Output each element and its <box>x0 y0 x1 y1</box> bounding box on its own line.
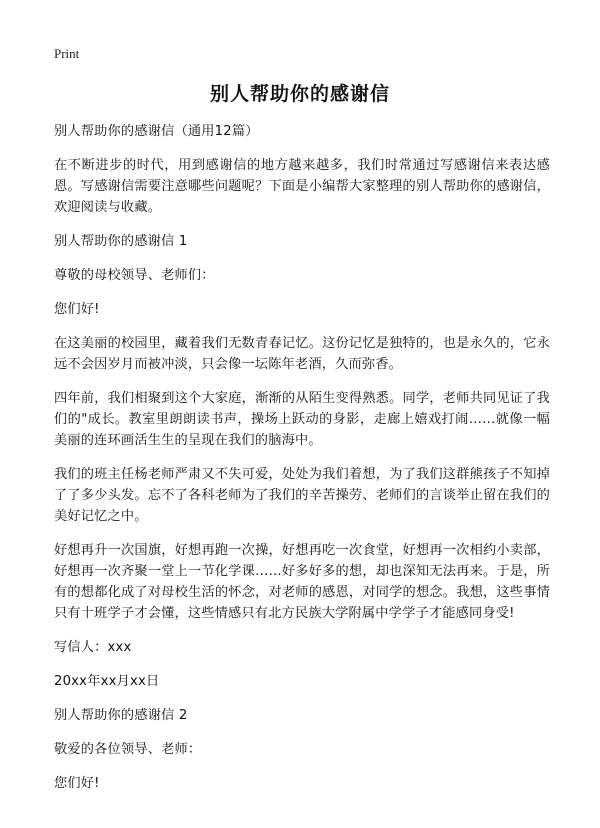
body-paragraph: 四年前，我们相聚到这个大家庭，渐渐的从陌生变得熟悉。同学，老师共同见证了我们的"成长。教室里朗朗读书声，操场上跃动的身影，走廊上嬉戏打闹……就像一幅美丽的连环画活生生的呈现在我们的脑海中。 <box>54 391 550 448</box>
letter-2-salutation: 敬爱的各位领导、老师： <box>54 742 202 757</box>
letter-1-signer: 写信人：xxx <box>54 640 132 655</box>
letter-body <box>54 121 550 807</box>
intro-paragraph: 在不断进步的时代，用到感谢信的地方越来越多，我们时常通过写感谢信来表达感恩。写感谢信需要注意哪些问题呢？下面是小编帮大家整理的别人帮助你的感谢信，欢迎阅读与收藏。 <box>54 158 550 215</box>
letter-2-heading: 别人帮助你的感谢信 2 <box>54 708 188 723</box>
letter-1-date: 20xx年xx月xx日 <box>54 674 160 689</box>
body-paragraph: 在这美丽的校园里，藏着我们无数青春记忆。这份记忆是独特的，也是永久的，它永远不会因岁月而被冲淡，只会像一坛陈年老酒，久而弥香。 <box>54 336 550 372</box>
body-paragraph: 好想再升一次国旗，好想再跑一次操，好想再吃一次食堂，好想再一次相约小卖部，好想再一次齐聚一堂上一节化学课……好多好多的想，却也深知无法再来。于是，所有的想都化成了对母校生活的怀念，对老师的感恩，对同学的想念。我想，这些事情只有十班学子才会懂，这些情感只有北方民族大学附属中学学子才能感同身受! <box>54 543 550 621</box>
letter-1-salutation: 尊敬的母校领导、老师们： <box>54 268 215 283</box>
subtitle-paragraph: 别人帮助你的感谢信（通用12篇） <box>54 124 259 139</box>
print-link[interactable]: Print <box>54 46 80 61</box>
letter-1-greeting: 您们好! <box>54 302 100 317</box>
page-title: 别人帮助你的感谢信 <box>209 83 390 105</box>
letter-1-heading: 别人帮助你的感谢信 1 <box>54 234 188 249</box>
letter-2-greeting: 您们好! <box>54 776 100 791</box>
body-paragraph: 我们的班主任杨老师严肃又不失可爱，处处为我们着想，为了我们这群熊孩子不知掉了了多少头发。忘不了各科老师为了我们的辛苦操劳、老师们的言谈举止留在我们的美好记忆之中。 <box>54 467 550 524</box>
